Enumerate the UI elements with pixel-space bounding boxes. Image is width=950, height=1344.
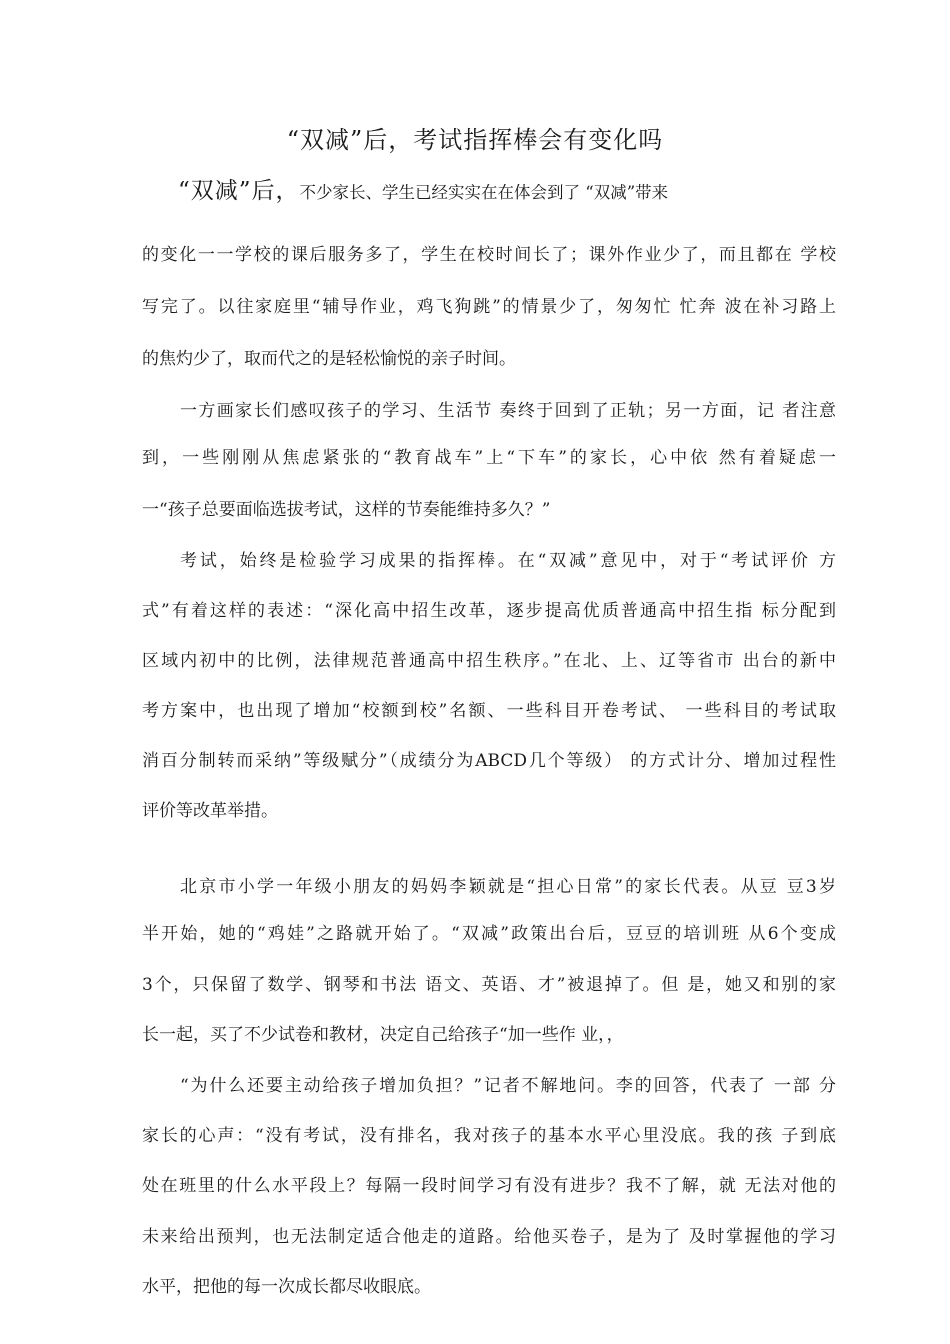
- lead-line: [178, 172, 668, 205]
- paragraph-line: 的变化一一学校的课后服务多了，学生在校时间长了；课外作业少了，而且都在 学校: [142, 245, 836, 265]
- paragraph-line: 未来给出预判，也无法制定适合他走的道路。给他买卷子，是为了 及时掌握他的学习: [142, 1227, 836, 1247]
- lead-text: 不少家长、学生已经实实在在体会到了 “双减”带来: [299, 183, 669, 202]
- paragraph-line: 半开始，她的“鸡娃”之路就开始了。“双减”政策出台后，豆豆的培训班 从6个变成: [142, 924, 836, 944]
- paragraph-line: 式”有着这样的表述：“深化高中招生改革，逐步提高优质普通高中招生指 标分配到: [142, 601, 836, 621]
- paragraph-line: “为什么还要主动给孩子增加负担？”记者不解地问。李的回答，代表了 一部 分: [180, 1076, 836, 1096]
- paragraph-line: 评价等改革举措。: [142, 801, 278, 821]
- paragraph-line: 处在班里的什么水平段上？每隔一段时间学习有没有进步？我不了解，就 无法对他的: [142, 1176, 836, 1196]
- paragraph-line: 区域内初中的比例，法律规范普通高中招生秩序。”在北、上、辽等省市 出台的新中: [142, 651, 836, 671]
- paragraph-line: 长一起，买了不少试卷和教材，决定自己给孩子“加一些作 业，，: [142, 1025, 624, 1045]
- paragraph-line: 考方案中，也出现了增加“校额到校”名额、一些科目开卷考试、 一些科目的考试取: [142, 701, 836, 721]
- paragraph-line: 消百分制转而采纳”等级赋分”（成绩分为ABCD几个等级） 的方式计分、增加过程性: [142, 751, 836, 771]
- lead-heading: “双减”后，: [178, 178, 300, 204]
- paragraph-line: 水平，把他的每一次成长都尽收眼底。: [142, 1277, 431, 1297]
- paragraph-line: 写完了。以往家庭里“辅导作业，鸡飞狗跳”的情景少了，匆匆忙 忙奔 波在补习路上: [142, 297, 836, 317]
- paragraph-line: 到，一些刚刚从焦虑紧张的“教育战车”上“下车”的家长，心中依 然有着疑虑一: [142, 448, 836, 468]
- document-title: “双减”后，考试指挥棒会有变化吗: [286, 126, 664, 154]
- paragraph-line: 一“孩子总要面临选拔考试，这样的节奏能维持多久？”: [142, 500, 551, 520]
- paragraph-line: 家长的心声：“没有考试，没有排名，我对孩子的基本水平心里没底。我的孩 子到底: [142, 1126, 836, 1146]
- paragraph-line: 一方画家长们感叹孩子的学习、生活节 奏终于回到了正轨；另一方面，记 者注意: [180, 401, 836, 421]
- paragraph-line: 北京市小学一年级小朋友的妈妈李颖就是“担心日常”的家长代表。从豆 豆3岁: [180, 877, 836, 897]
- paragraph-line: 考试，始终是检验学习成果的指挥棒。在“双减”意见中，对于“考试评价 方: [180, 551, 836, 571]
- paragraph-line: 的焦灼少了，取而代之的是轻松愉悦的亲子时间。: [142, 349, 516, 369]
- paragraph-line: 3个，只保留了数学、钢琴和书法 语文、英语、才”被退掉了。但 是，她又和别的家: [142, 975, 836, 995]
